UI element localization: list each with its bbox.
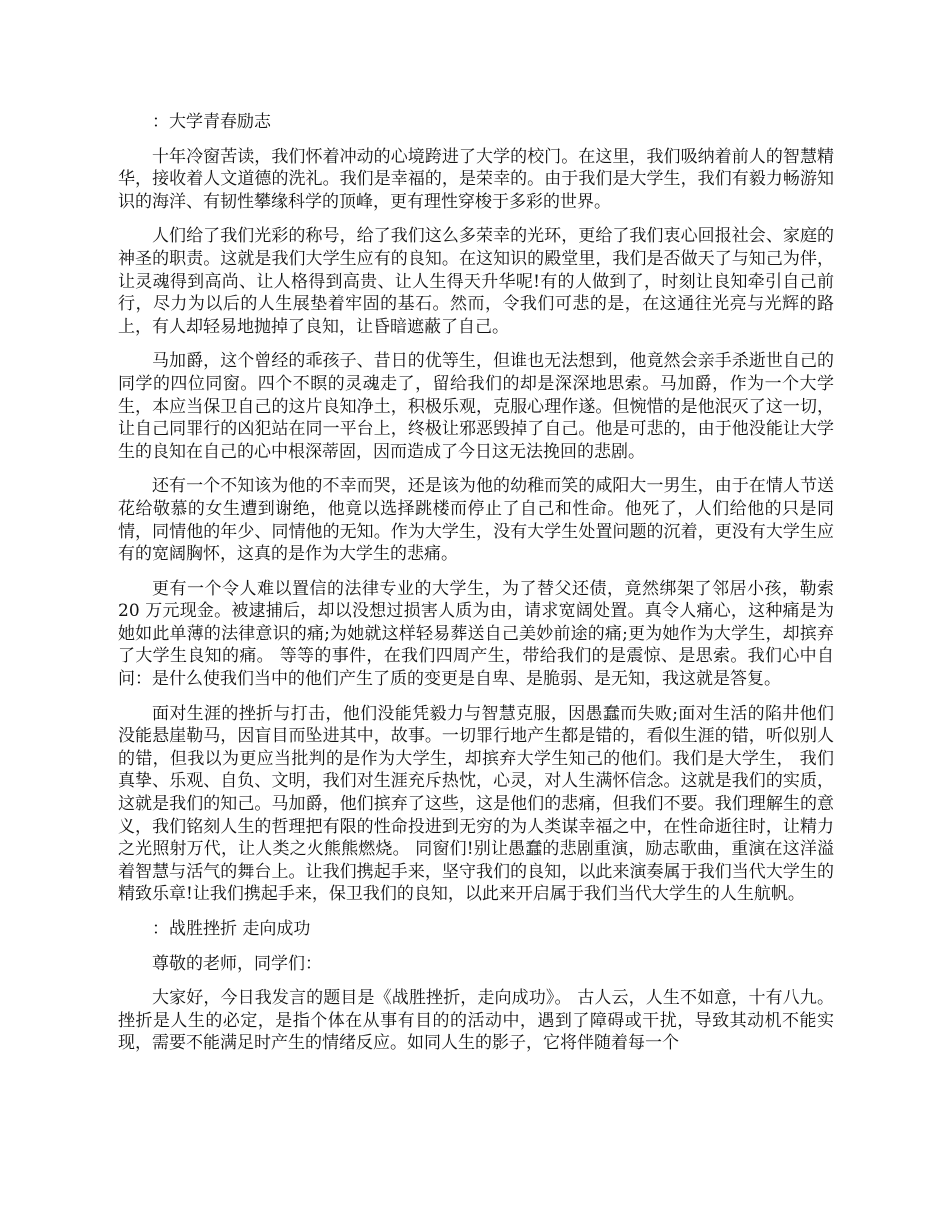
document-page [118, 111, 834, 1067]
section-heading-1: ：大学青春励志 [152, 112, 271, 132]
paragraph: 更有一个令人难以置信的法律专业的大学生，为了替父还债，竟然绑架了邻居小孩，勒索 20 万元现金。被逮捕后，却以没想过损害人质为由，请求宽阔处置。真令人痛心，这种痛是为她如此单薄的法律意识的痛;为她就这样轻易葬送自己美妙前途的痛;更为她作为大学生，却摈弃了大学生良知的痛。 等等的事件，在我们四周产生，带给我们的是震惊、是思索。我们心中自问：是什么使我们当中的他们产生了质的变更是自卑、是脆弱、是无知，我这就是答复。 [118, 578, 834, 690]
paragraph: 人们给了我们光彩的称号，给了我们这么多荣幸的光环，更给了我们衷心回报社会、家庭的神圣的职责。这就是我们大学生应有的良知。在这知识的殿堂里，我们是否做天了与知己为伴，让灵魂得到高尚、让人格得到高贵、让人生得天升华呢!有的人做到了，时刻让良知牵引自己前行，尽力为以后的人生展垫着牢固的基石。然而，令我们可悲的是，在这通往光亮与光辉的路上，有人却轻易地抛掉了良知，让昏暗遮蔽了自己。 [118, 226, 834, 337]
salutation: 尊敬的老师，同学们： [152, 953, 322, 974]
section-heading-2: ：战胜挫折 走向成功 [152, 919, 311, 939]
paragraph: 十年冷窗苦读，我们怀着冲动的心境跨进了大学的校门。在这里，我们吸纳着前人的智慧精华，接收着人文道德的洗礼。我们是幸福的，是荣幸的。由于我们是大学生，我们有毅力畅游知识的海洋、有韧性攀缘科学的顶峰，更有理性穿梭于多彩的世界。 [118, 146, 834, 212]
paragraph: 马加爵，这个曾经的乖孩子、昔日的优等生，但谁也无法想到，他竟然会亲手杀逝世自己的同学的四位同窗。四个不瞑的灵魂走了，留给我们的却是深深地思索。马加爵，作为一个大学生，本应当保卫自己的这片良知净土，积极乐观，克服心理作遂。但惋惜的是他泯灭了这一切，让自己同罪行的凶犯站在同一平台上，终极让邪恶毁掉了自己。他是可悲的，由于他没能让大学生的良知在自己的心中根深蒂固，因而造成了今日这无法挽回的悲剧。 [118, 351, 834, 462]
paragraph: 大家好，今日我发言的题目是《战胜挫折，走向成功》。 古人云，人生不如意，十有八九。挫折是人生的必定，是指个体在从事有目的的活动中，遇到了障碍或干扰，导致其动机不能实现，需要不能满足时产生的情绪反应。如同人生的影子，它将伴随着每一个 [118, 988, 834, 1054]
paragraph: 面对生涯的挫折与打击，他们没能凭毅力与智慧克服，因愚蠢而失败;面对生活的陷井他们没能悬崖勒马，因盲目而坠进其中，故事。一切罪行地产生都是错的，看似生涯的错，听似别人的错，但我以为更应当批判的是作为大学生，却摈弃大学生知己的他们。我们是大学生， 我们真挚、乐观、自负、文明，我们对生涯充斥热忱，心灵，对人生满怀信念。这就是我们的实质，这就是我们的知己。马加爵，他们摈弃了这些，这是他们的悲痛，但我们不要。我们理解生的意义，我们铭刻人生的哲理把有限的性命投进到无穷的为人类谋幸福之中，在性命逝往时，让精力之光照射万代，让人类之火熊熊燃烧。 同窗们!别让愚蠢的悲剧重演，励志歌曲，重演在这洋溢着智慧与活气的舞台上。让我们携起手来，坚守我们的良知，以此来演奏属于我们当代大学生的精致乐章!让我们携起手来，保卫我们的良知，以此来开启属于我们当代大学生的人生航帆。 [118, 703, 834, 905]
paragraph: 还有一个不知该为他的不幸而哭，还是该为他的幼稚而笑的咸阳大一男生，由于在情人节送花给敬慕的女生遭到谢绝，他竟以选择跳楼而停止了自己和性命。他死了，人们给他的只是同情，同情他的年少、同情他的无知。作为大学生，没有大学生处置问题的沉着，更没有大学生应有的宽阔胸怀，这真的是作为大学生的悲痛。 [118, 476, 834, 565]
